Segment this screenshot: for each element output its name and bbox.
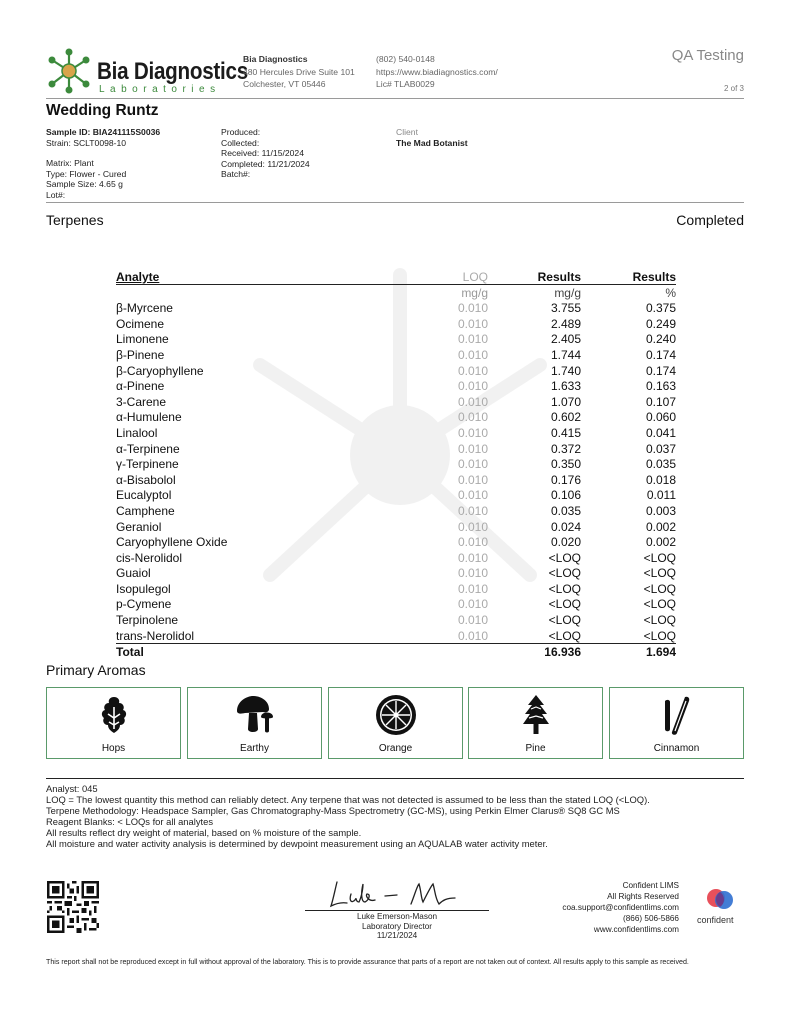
analyte-loq: 0.010: [457, 425, 488, 440]
table-row: [116, 487, 676, 503]
analyte-result-pct: 0.107: [645, 394, 676, 409]
header-results-mg: Results: [537, 270, 581, 284]
cinnamon-stick-icon: [655, 693, 699, 737]
aroma-label: Cinnamon: [653, 743, 700, 754]
analyte-loq: 0.010: [457, 457, 488, 472]
table-row: [116, 441, 676, 457]
page-number: 2 of 3: [723, 84, 744, 93]
lab-license: Lic# TLAB0029: [376, 79, 435, 89]
analyte-name: Limonene: [116, 332, 169, 347]
blanks-note: Reagent Blanks: < LOQs for all analytes: [46, 816, 214, 827]
analyte-loq: 0.010: [457, 394, 488, 409]
table-row: [116, 316, 676, 332]
disclaimer: This report shall not be reproduced except in full without approval of the laboratory. This is to provide assurance that parts of a report are not taken out of context. All results apply to this sample as received.: [46, 958, 689, 966]
analyte-loq: 0.010: [457, 410, 488, 425]
lab-name: Bia Diagnostics: [243, 54, 308, 64]
aroma-card-hops: [46, 687, 181, 759]
confident-logo-word: confident: [697, 915, 734, 925]
table-row: [116, 300, 676, 316]
analyte-name: α-Pinene: [116, 379, 165, 394]
signer-block: [305, 912, 489, 941]
analyte-loq: 0.010: [457, 581, 488, 596]
date-received: Received: 11/15/2024: [221, 148, 304, 158]
aromas-title: Primary Aromas: [46, 662, 146, 678]
table-row: [116, 550, 676, 566]
table-row: [116, 581, 676, 597]
analyte-result-pct: 0.037: [645, 441, 676, 456]
analyte-name: 3-Carene: [116, 394, 167, 409]
analyte-result-mg: 0.106: [550, 488, 581, 503]
lims-rights: All Rights Reserved: [607, 892, 679, 901]
analyte-name: Caryophyllene Oxide: [116, 535, 228, 550]
analyte-name: cis-Nerolidol: [116, 550, 183, 565]
table-row: [116, 612, 676, 628]
signer-name: Luke Emerson-Mason: [356, 912, 438, 921]
analyte-name: Eucalyptol: [116, 488, 172, 503]
analyte-loq: 0.010: [457, 441, 488, 456]
methodology-note: Terpene Methodology: Headspace Sampler, Gas Chromatography-Mass Spectrometry (GC-MS), using Perkin Elmer Clarus® SQ8 GC MS: [46, 805, 620, 816]
lims-contact: [562, 880, 679, 935]
header-results-pct: Results: [632, 270, 676, 284]
table-row: [116, 472, 676, 488]
table-row: [116, 363, 676, 379]
table-row: [116, 331, 676, 347]
analyte-result-pct: 0.163: [645, 379, 676, 394]
analyte-result-mg: 1.744: [550, 347, 581, 362]
signature-icon: [325, 876, 465, 912]
analyte-result-mg: <LOQ: [548, 581, 581, 596]
analyte-loq: 0.010: [457, 628, 488, 643]
analyte-loq: 0.010: [457, 379, 488, 394]
analyte-result-mg: 0.372: [550, 441, 581, 456]
analyte-result-mg: <LOQ: [548, 566, 581, 581]
table-header: [116, 269, 676, 285]
analyte-loq: 0.010: [457, 597, 488, 612]
logo-name: Bia Diagnostics: [97, 58, 248, 85]
analyte-result-mg: 0.415: [550, 425, 581, 440]
analyte-loq: 0.010: [457, 363, 488, 378]
analyte-loq: 0.010: [457, 519, 488, 534]
analyte-result-pct: 0.060: [645, 410, 676, 425]
analyte-loq: 0.010: [457, 535, 488, 550]
lab-website[interactable]: https://www.biadiagnostics.com/: [376, 66, 498, 77]
analyte-loq: 0.010: [457, 488, 488, 503]
terpenes-table: [116, 269, 676, 659]
aroma-label: Orange: [378, 743, 413, 754]
table-row: [116, 425, 676, 441]
analyte-result-pct: 0.002: [645, 519, 676, 534]
analyte-result-pct: <LOQ: [643, 597, 676, 612]
analyte-result-pct: <LOQ: [643, 628, 676, 643]
analyte-loq: 0.010: [457, 316, 488, 331]
notes-divider: [46, 778, 744, 779]
analyte-result-pct: 0.375: [645, 301, 676, 316]
analyte-result-mg: 0.350: [550, 457, 581, 472]
table-row: [116, 347, 676, 363]
analyte-name: Linalool: [116, 425, 158, 440]
date-collected: Collected:: [221, 137, 260, 148]
analyte-result-mg: <LOQ: [548, 628, 581, 643]
aroma-label: Earthy: [240, 743, 269, 754]
table-row: [116, 378, 676, 394]
sample-matrix: Matrix: Plant: [46, 158, 94, 168]
lims-name: Confident LIMS: [622, 881, 679, 890]
report-type: QA Testing: [671, 47, 744, 64]
analyte-name: Isopulegol: [116, 581, 171, 596]
lab-address-line-1: 480 Hercules Drive Suite 101: [243, 66, 355, 77]
date-completed: Completed: 11/21/2024: [221, 158, 310, 169]
method-notes: [46, 783, 746, 849]
analyte-name: β-Myrcene: [116, 301, 173, 316]
analyte-result-pct: <LOQ: [643, 581, 676, 596]
sample-type: Type: Flower - Cured: [46, 168, 127, 179]
aroma-label: Hops: [101, 743, 126, 754]
analyte-result-mg: <LOQ: [548, 613, 581, 628]
analyte-name: Guaiol: [116, 566, 151, 581]
analyte-name: Camphene: [116, 503, 175, 518]
client-name: The Mad Botanist: [396, 137, 468, 148]
mushroom-icon: [233, 693, 277, 737]
analyte-name: Terpinolene: [116, 613, 179, 628]
analyte-result-pct: 0.011: [646, 488, 676, 503]
orange-slice-icon: [374, 693, 418, 737]
moisture-note: All moisture and water activity analysis is determined by dewpoint measurement using an AQUALAB water activity meter.: [46, 838, 548, 849]
analyte-result-pct: 0.002: [645, 535, 676, 550]
aroma-card-earthy: [187, 687, 322, 759]
sample-strain: Strain: SCLT0098-10: [46, 137, 127, 148]
total-mg: 16.936: [544, 645, 581, 660]
analyte-name: α-Terpinene: [116, 441, 180, 456]
total-pct: 1.694: [645, 645, 676, 660]
unit-loq: mg/g: [461, 285, 488, 300]
table-row: [116, 409, 676, 425]
loq-note: LOQ = The lowest quantity this method can reliably detect. Any terpene that was not detected is assumed to be less than the stated LOQ (<LOQ).: [46, 794, 650, 805]
table-row: [116, 456, 676, 472]
lab-address-block: [243, 53, 355, 91]
batch-number: Batch#:: [221, 169, 251, 179]
analyte-loq: 0.010: [457, 472, 488, 487]
logo-subtitle: Laboratories: [99, 84, 221, 95]
sample-dates: [221, 127, 310, 180]
sample-size: Sample Size: 4.65 g: [46, 179, 123, 189]
client-block: [396, 127, 468, 148]
table-row: [116, 519, 676, 535]
analyte-result-mg: <LOQ: [548, 597, 581, 612]
lab-phone: (802) 540-0148: [376, 54, 435, 64]
analyte-name: Geraniol: [116, 519, 162, 534]
analyte-result-mg: 0.035: [550, 503, 581, 518]
analyte-result-mg: 0.602: [550, 410, 581, 425]
analyte-loq: 0.010: [457, 347, 488, 362]
table-units-row: [116, 285, 676, 301]
analyte-result-pct: 0.174: [645, 363, 676, 378]
sample-info-left: [46, 127, 160, 200]
dry-weight-note: All results reflect dry weight of material, based on % moisture of the sample.: [46, 827, 362, 838]
section-title: Terpenes: [46, 212, 104, 228]
table-row: [116, 534, 676, 550]
analyte-result-mg: <LOQ: [548, 550, 581, 565]
section-status: Completed: [676, 212, 744, 228]
aroma-card-pine: [468, 687, 603, 759]
analyte-result-mg: 1.070: [550, 394, 581, 409]
header-loq: LOQ: [462, 270, 488, 284]
analyte-name: α-Humulene: [116, 410, 182, 425]
analyte-name: Ocimene: [116, 316, 165, 331]
analyte-result-mg: 0.176: [550, 472, 581, 487]
table-body: [116, 300, 676, 643]
table-row: [116, 565, 676, 581]
pine-tree-icon: [514, 693, 558, 737]
hops-icon: [92, 693, 136, 737]
total-label: Total: [116, 645, 144, 660]
analyte-name: α-Bisabolol: [116, 472, 176, 487]
analyte-loq: 0.010: [457, 566, 488, 581]
signed-date: 11/21/2024: [376, 931, 418, 941]
aroma-card-orange: [328, 687, 463, 759]
analyte-result-mg: 0.020: [550, 535, 581, 550]
date-produced: Produced:: [221, 127, 261, 137]
signature-line: [305, 910, 489, 911]
analyte-result-mg: 3.755: [550, 301, 581, 316]
aroma-card-cinnamon: [609, 687, 744, 759]
analyte-name: β-Caryophyllene: [116, 363, 204, 378]
client-label: Client: [396, 127, 418, 137]
analyte-loq: 0.010: [457, 550, 488, 565]
table-row: [116, 596, 676, 612]
aroma-label: Pine: [525, 743, 546, 754]
analyte-loq: 0.010: [457, 332, 488, 347]
lims-web[interactable]: www.confidentlims.com: [593, 925, 679, 934]
analyte-result-mg: 1.740: [550, 363, 581, 378]
header-divider: [46, 98, 744, 99]
signer-title: Laboratory Director: [361, 921, 433, 931]
analyte-result-mg: 2.405: [550, 332, 581, 347]
analyte-result-mg: 0.024: [550, 519, 581, 534]
bia-logo-icon: [46, 48, 92, 94]
analyte-result-pct: 0.041: [645, 425, 676, 440]
analyte-result-pct: <LOQ: [643, 550, 676, 565]
analyst: Analyst: 045: [46, 783, 98, 794]
sample-id: Sample ID: BIA241115S0036: [46, 127, 161, 137]
qr-code-icon[interactable]: [47, 881, 99, 933]
analyte-result-pct: 0.018: [645, 472, 676, 487]
analyte-result-mg: 2.489: [550, 316, 581, 331]
table-row: [116, 394, 676, 410]
analyte-result-pct: <LOQ: [643, 613, 676, 628]
info-divider: [46, 202, 744, 203]
analyte-name: trans-Nerolidol: [116, 628, 195, 643]
analyte-name: β-Pinene: [116, 347, 165, 362]
analyte-result-pct: 0.174: [645, 347, 676, 362]
analyte-result-pct: 0.249: [645, 316, 676, 331]
lims-phone: (866) 506-5866: [623, 914, 679, 923]
lab-address-line-2: Colchester, VT 05446: [243, 79, 326, 89]
unit-results-mg: mg/g: [554, 285, 581, 300]
analyte-result-pct: 0.035: [645, 457, 676, 472]
table-total-row: [116, 643, 676, 659]
lims-email[interactable]: coa.support@confidentlims.com: [562, 903, 679, 912]
sample-lot: Lot#:: [46, 189, 66, 200]
analyte-loq: 0.010: [457, 301, 488, 316]
analyte-loq: 0.010: [457, 613, 488, 628]
lab-contact-block: [376, 53, 498, 91]
analyte-result-pct: <LOQ: [643, 566, 676, 581]
analyte-name: γ-Terpinene: [116, 457, 179, 472]
analyte-name: p-Cymene: [116, 597, 172, 612]
analyte-result-pct: 0.003: [645, 503, 676, 518]
analyte-loq: 0.010: [457, 503, 488, 518]
table-row: [116, 503, 676, 519]
table-row: [116, 628, 676, 644]
unit-results-pct: %: [665, 285, 676, 300]
analyte-result-pct: 0.240: [645, 332, 676, 347]
product-name: Wedding Runtz: [46, 102, 159, 119]
analyte-result-mg: 1.633: [550, 379, 581, 394]
header-analyte: Analyte: [116, 270, 160, 284]
